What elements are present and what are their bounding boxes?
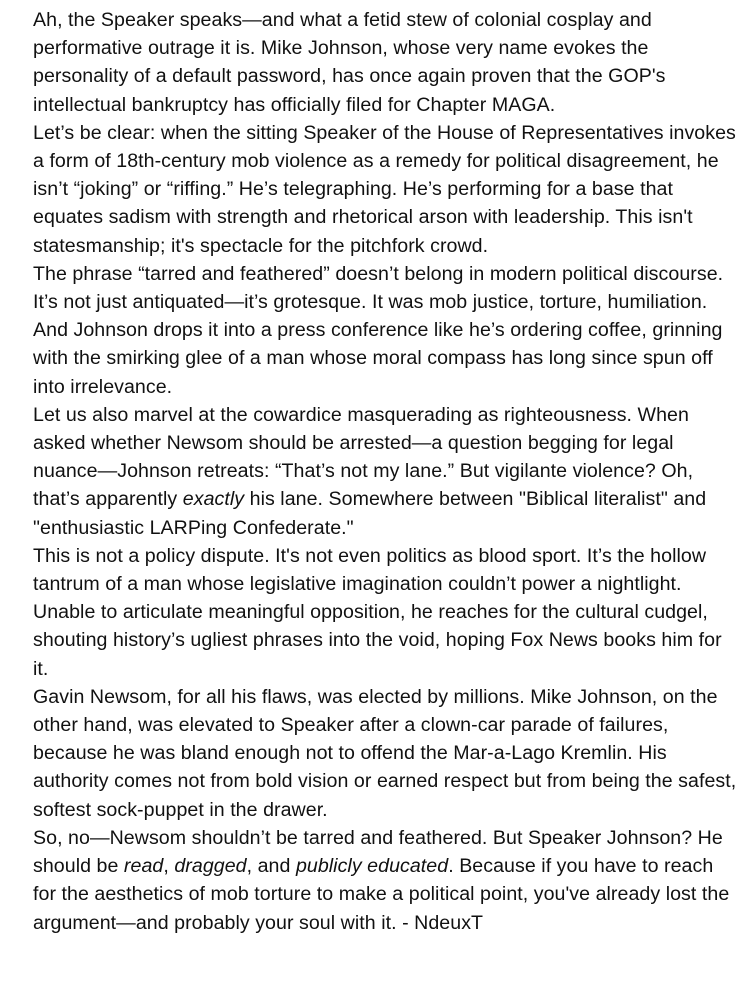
paragraph-text: This is not a policy dispute. It's not even politics as blood sport. It’s the hollow tantrum of a man whose legislative imagination couldn’t power a nightlight. Unable to articulate meaningful opposition, he reaches for the cultural cudgel, shouting history’s ugliest phrases into the void, hoping Fox News books him for it. [33,544,722,680]
emphasis-text: publicly educated [295,855,449,878]
paragraph-3 [33,260,740,401]
paragraph-6 [33,683,740,824]
paragraph-2 [33,119,740,260]
paragraph-text: Let us also marvel at the cowardice masquerading as righteousness. When asked whether Newsom should be arrested—a question begging for legal nuance—Johnson retreats: “That’s not my lane.” But vigilante violence? Oh, that’s apparently [33,403,694,511]
paragraph-text: The phrase “tarred and feathered” doesn’t belong in modern political discourse. It’s not just antiquated—it’s grotesque. It was mob justice, torture, humiliation. And Johnson drops it into a press conference like he’s ordering coffee, grinning with the smirking glee of a man whose moral compass has long since spun off into irrelevance. [33,262,724,398]
paragraph-1 [33,6,740,119]
paragraph-text: Let’s be clear: when the sitting Speaker of the House of Representatives invokes a form of 18th-century mob violence as a remedy for political disagreement, he isn’t “joking” or “riffing.” He’s telegraphing. He’s performing for a base that equates sadism with strength and rhetorical arson with leadership. This isn't statesmanship; it's spectacle for the pitchfork crowd. [33,121,736,257]
paragraph-text: , [163,855,175,878]
emphasis-text: exactly [182,488,245,511]
paragraph-text: Gavin Newsom, for all his flaws, was elected by millions. Mike Johnson, on the other hand, was elevated to Speaker after a clown-car parade of failures, because he was bland enough not to offend the Mar-a-Lago Kremlin. His authority comes not from bold vision or earned respect but from being the safest, softest sock-puppet in the drawer. [33,685,737,821]
paragraph-text: Ah, the Speaker speaks—and what a fetid stew of colonial cosplay and performative outrage it is. Mike Johnson, whose very name evokes the personality of a default password, has once again proven that the GOP's intellectual bankruptcy has officially filed for Chapter MAGA. [33,9,666,116]
paragraph-text: , and [246,855,296,878]
paragraph-5 [33,542,740,683]
paragraph-text: . Because if you have to reach for the aesthetics of mob torture to make a political point, you've already lost the argument—and probably your soul with it. - NdeuxT [33,855,730,934]
emphasis-text: dragged [174,855,247,878]
paragraph-4 [33,401,740,542]
paragraph-text: So, no—Newsom shouldn’t be tarred and feathered. But Speaker Johnson? He should be [33,826,723,878]
emphasis-text: read [123,855,164,878]
paragraph-7 [33,824,740,937]
paragraph-text: his lane. Somewhere between "Biblical literalist" and "enthusiastic LARPing Confederate." [33,488,707,539]
